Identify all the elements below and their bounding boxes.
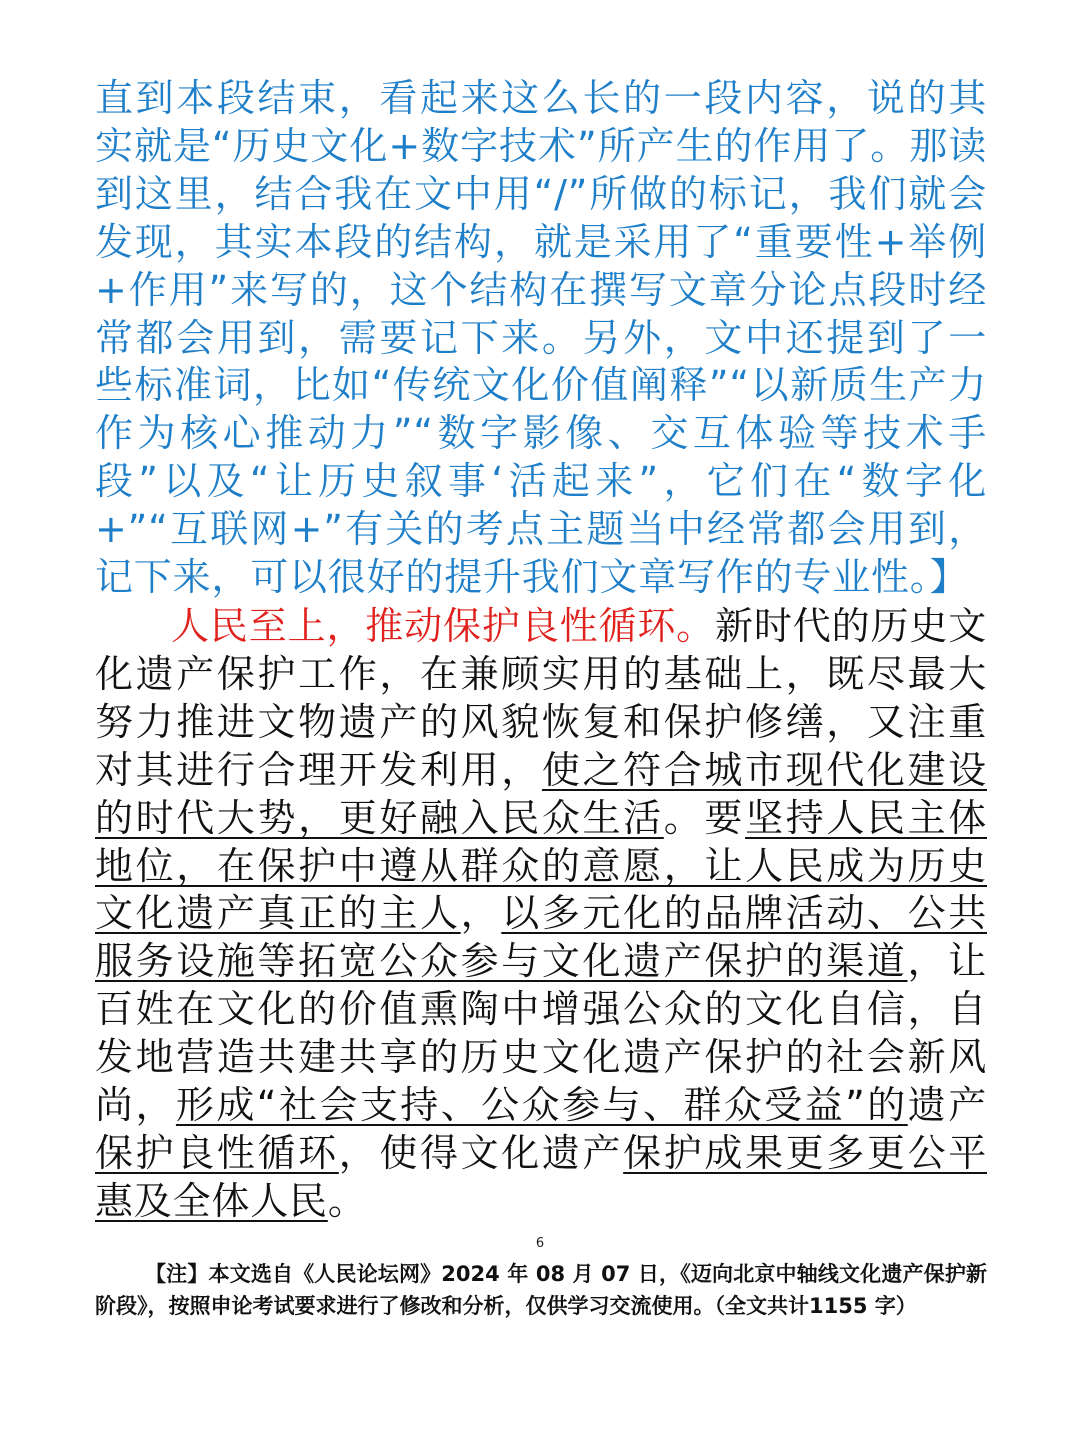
footnote: 【注】本文选自《人民论坛网》2024 年 08 月 07 日，《迈向北京中轴线文化遗产保护新阶段》，按照申论考试要求进行了修改和分析，仅供学习交流使用。（全文共计1155 字）: [95, 1262, 987, 1318]
underlined-text: 使之符合城市现代化建设的时代大势，更好融入民众生活: [95, 747, 987, 840]
analysis-note: 直到本段结束，看起来这么长的一段内容，说的其实就是“历史文化+数字技术”所产生的作用了。那读到这里，结合我在文中用“/”所做的标记，我们就会发现，其实本段的结构，就是采用了“重要性+举例+作用”来写的，这个结构在撰写文章分论点段时经常都会用到，需要记下来。另外，文中还提到了一些标准词，比如“传统文化价值阐释”“以新质生产力作为核心推动力”“数字影像、交互体验等技术手段”以及“让历史叙事‘活起来”，它们在“数字化+”“互联网+”有关的考点主题当中经常都会用到，记下来，可以很好的提升我们文章写作的专业性。】: [95, 76, 987, 600]
underlined-text: 保护良性循环: [95, 1130, 339, 1175]
body-text: ，: [460, 891, 502, 936]
body-text: 新时代的历史文化遗产保护工作，在兼顾实用的基础上，既尽最大努力推进文物遗产的风貌恢复和保护修缮，又注重对其进行合理开发利用，: [95, 604, 988, 792]
body-text: 遗产: [907, 1083, 987, 1128]
underlined-text: 保护的渠道: [704, 939, 908, 984]
body-text: 。要: [663, 795, 746, 840]
underlined-text: 以多元化的品牌活动、公共服务设施等拓宽公众参与文化遗产: [95, 891, 987, 984]
body-text: ，让百姓在文化的价值熏陶中增强公众的文化自信，自发地营造共建共享的历史文化遗产保护的社会新风尚，: [95, 939, 987, 1128]
main-paragraph: [95, 603, 987, 1226]
underlined-text: 保护成果更多更公平惠及全体人民: [95, 1130, 987, 1223]
body-text: 。: [327, 1178, 367, 1223]
body-text: ，使得文化遗产: [338, 1130, 624, 1175]
underlined-text: 形成“社会支持、公众参与、群众受益”的: [175, 1083, 908, 1128]
paragraph-heading: 人民至上，推动保护良性循环。: [171, 604, 716, 648]
underlined-text: 坚持人民主体地位，在保护中遵从群众的意愿，让人民成为历史文化遗产真正的主人: [95, 795, 988, 936]
page-number: 6: [535, 1236, 545, 1251]
